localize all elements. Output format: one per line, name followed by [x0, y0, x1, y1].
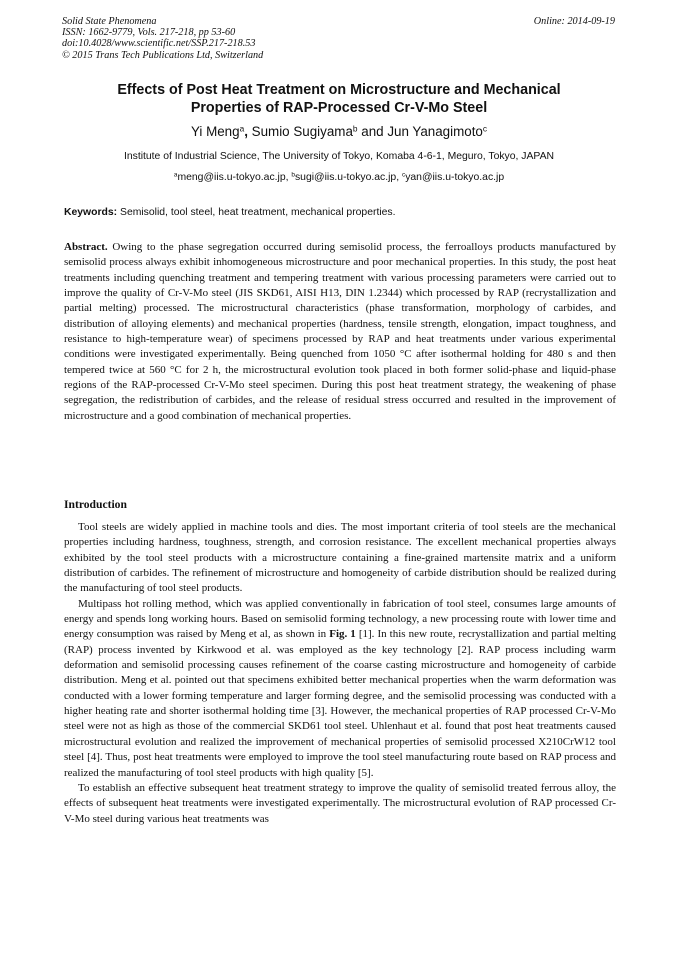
- journal-header: [62, 16, 482, 61]
- journal-name: Solid State Phenomena: [62, 16, 157, 27]
- doi-line[interactable]: doi:10.4028/www.scientific.net/SSP.217-218.53: [62, 38, 256, 50]
- abstract: [64, 240, 616, 424]
- issn-line: ISSN: 1662-9779, Vols. 217-218, pp 53-60: [62, 27, 236, 39]
- email-superscript: b: [291, 171, 295, 179]
- title-line-2: Properties of RAP-Processed Cr-V-Mo Steel: [190, 99, 488, 116]
- author-separator: and: [357, 124, 388, 139]
- paragraph-text: Multipass hot rolling method, which was applied conventionally in fabrication of tool steel, consumes large amounts of energy and spends long working hours. Based on semisolid forming technology, a new processing route with lower time and energy consumption was raised by Meng et al, as shown in: [64, 597, 616, 641]
- online-date: Online: 2014-09-19: [533, 16, 615, 27]
- figure-reference[interactable]: Fig. 1: [329, 628, 356, 641]
- author-superscript: c: [482, 123, 488, 134]
- affiliation: Institute of Industrial Science, The University of Tokyo, Komaba 4-6-1, Meguro, Tokyo, JAPAN: [123, 151, 555, 162]
- author-name: Yi Meng: [190, 124, 240, 139]
- author-emails: [40, 171, 638, 184]
- title-line-1: Effects of Post Heat Treatment on Microstructure and Mechanical: [117, 82, 561, 98]
- keywords: [64, 206, 616, 219]
- paragraph: To establish an effective subsequent heat treatment strategy to improve the quality of semisolid treated ferrous alloy, the effects of subsequent heat treatments were investigated experimentally. The microstructural evolution of RAP processed Cr-V-Mo steel during various heat treatments was: [64, 781, 616, 825]
- copyright-line: © 2015 Trans Tech Publications Ltd, Switzerland: [62, 49, 264, 61]
- abstract-label: Abstract.: [64, 241, 108, 253]
- email-link[interactable]: meng@iis.u-tokyo.ac.jp,: [177, 172, 292, 183]
- email-link[interactable]: yan@iis.u-tokyo.ac.jp: [405, 172, 505, 183]
- email-link[interactable]: sugi@iis.u-tokyo.ac.jp,: [294, 172, 402, 183]
- author-superscript: b: [352, 123, 358, 134]
- abstract-text: Owing to the phase segregation occurred during semisolid process, the ferroalloys products manufactured by semisolid process always exhibit inhomogeneous microstructure and poor mechanical properties. In this study, the post heat treatments including quenching treatment and tempering treatment with various processing parameters were carried out to improve the quality of Cr-V-Mo steel (JIS SKD61, AISI H13, DIN 1.2344) which processed by RAP (recrystallization and partial melting) processed. The microstructural characteristics (phase transformation, morphology of carbides, and distribution of alloying elements) and mechanical properties (hardness, tensile strength, elongation, impact toughness, and resistance to high-temperature wear) of specimens processed by RAP and heat treatments under various experimental conditions were investigated experimentally. Being quenched from 1050 °C after isothermal holding for 480 s and then tempered twice at 560 °C for 2 h, the microstructural evolution took placed in both former solid-phase and liquid-phase regions of the RAP-processed Cr-V-Mo steel specimen. During this post heat treatment strategy, the weakening of phase segregation, the redistribution of carbides, and the release of residual stress occurred and resulted in the improvement of microstructure and a good combination of mechanical properties.: [64, 241, 616, 422]
- paragraph: Tool steels are widely applied in machine tools and dies. The most important criteria of tool steels are the mechanical properties including hardness, toughness, strength, and corrosion resistance. The excellent mechanical properties always exhibited by the tool steel products with a microstructure containing a fine-grained martensite matrix and a uniform distribution of carbides. The refinement of microstructure and homogeneity of carbide distribution should be realized during the manufacturing of tool steel products.: [64, 521, 616, 595]
- email-superscript: a: [173, 171, 178, 179]
- author-superscript: a: [239, 123, 245, 134]
- introduction-body: [64, 520, 616, 827]
- paragraph-text: [1]. In this new route, recrystallization and partial melting (RAP) process invented by Kirkwood et al. was employed as the key technology [2]. RAP process including warm deformation and semisolid processing causes refinement of the coarse casting microstructure and homogeneity of carbide distribution. Meng et al. pointed out that specimens exhibited better mechanical properties when the warm deformation was conducted with a lower forming temperature and larger forming degree, and the semisolid processing was conducted with a higher heating rate and shorter isothermal holding time [3]. However, the mechanical properties of RAP processed Cr-V-Mo steel were not as high as those of the commercial SKD61 tool steel. Uhlenhaut et al. found that post heat treatments caused microstructural evolution and realized the improvement of mechanical properties of semisolid processed X210CrW12 tool steel [4]. Thus, post heat treatments were employed to improve the tool steel manufacturing route based on RAP process and realized the manufacturing of tool steel products with high quality [5].: [64, 628, 616, 779]
- keywords-text: Semisolid, tool steel, heat treatment, mechanical properties.: [117, 207, 396, 218]
- paper-title: [50, 82, 628, 117]
- email-superscript: c: [401, 171, 406, 179]
- author-separator: ,: [244, 124, 252, 139]
- author-list: [40, 124, 638, 140]
- section-heading-introduction: Introduction: [64, 498, 127, 511]
- paragraph: [64, 597, 616, 781]
- author-name: Jun Yanagimoto: [387, 124, 483, 139]
- author-name: Sumio Sugiyama: [251, 124, 353, 139]
- keywords-label: Keywords:: [64, 207, 118, 218]
